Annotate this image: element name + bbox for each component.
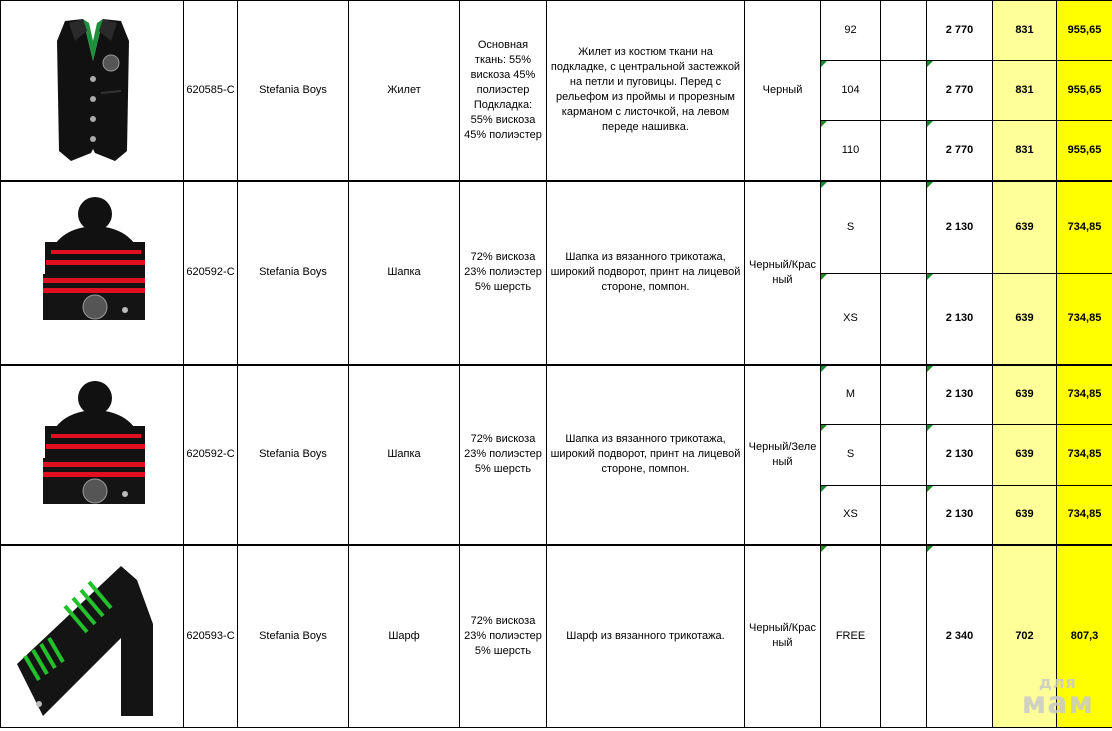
- final-price-cell: 734,85: [1057, 485, 1112, 544]
- table-row: [1, 545, 1112, 728]
- article-code: 620592-C: [184, 365, 238, 545]
- product-image-cell: [1, 545, 184, 728]
- product-name: Шарф: [349, 545, 460, 728]
- size-cell: [821, 425, 881, 485]
- discount-cell: 702: [993, 545, 1057, 728]
- article-code: 620593-C: [184, 545, 238, 728]
- product-image-cell: [1, 1, 184, 181]
- price-cell: [927, 273, 993, 365]
- price-value: 2 130: [945, 312, 974, 324]
- final-price-cell: 734,85: [1057, 181, 1112, 274]
- description: Шапка из вязанного трикотажа, широкий подворот, принт на лицевой стороне, помпон.: [547, 181, 745, 365]
- final-price-cell: 734,85: [1057, 425, 1112, 485]
- corner-marker: [927, 121, 933, 127]
- description: Жилет из костюм ткани на подкладке, с центральной застежкой на петли и пуговицы. Перед с рельефом из проймы и прорезным карманом с листочкой, на левом переде нашивка.: [547, 1, 745, 181]
- price-cell: [927, 61, 993, 121]
- description: Шапка из вязанного трикотажа, широкий подворот, принт на лицевой стороне, помпон.: [547, 365, 745, 545]
- price-cell: [927, 181, 993, 274]
- corner-marker: [927, 486, 933, 492]
- discount-cell: 639: [993, 485, 1057, 544]
- discount-cell: 831: [993, 61, 1057, 121]
- watermark-line-2: мам: [1021, 686, 1094, 721]
- table-row: [1, 181, 1112, 274]
- discount-cell: 831: [993, 121, 1057, 181]
- final-price-cell: 734,85: [1057, 273, 1112, 365]
- empty-cell: [881, 545, 927, 728]
- discount-cell: 639: [993, 181, 1057, 274]
- corner-marker: [927, 425, 933, 431]
- table-row: [1, 365, 1112, 425]
- empty-cell: [881, 181, 927, 274]
- price-value: 2 130: [945, 448, 974, 461]
- size-value: S: [846, 448, 855, 461]
- final-price-cell: 955,65: [1057, 61, 1112, 121]
- size-value: M: [845, 388, 856, 401]
- product-image-cell: [1, 365, 184, 545]
- final-price-cell: 955,65: [1057, 1, 1112, 61]
- corner-marker: [821, 366, 827, 372]
- size-cell: [821, 61, 881, 121]
- discount-cell: 639: [993, 425, 1057, 485]
- product-name: Жилет: [349, 1, 460, 181]
- brand: Stefania Boys: [238, 365, 349, 545]
- empty-cell: [881, 121, 927, 181]
- size-value: 92: [844, 24, 857, 36]
- beanie-image: [3, 182, 183, 364]
- watermark-logo: [1021, 672, 1094, 721]
- empty-cell: [881, 365, 927, 425]
- product-image-cell: [1, 181, 184, 365]
- empty-cell: [881, 61, 927, 121]
- material: 72% вискоза 23% полиэстер 5% шерсть: [460, 181, 547, 365]
- price-cell: [927, 1, 993, 61]
- price-cell: [927, 425, 993, 485]
- product-name: Шапка: [349, 181, 460, 365]
- price-cell: [927, 485, 993, 544]
- price-value: 2 130: [945, 388, 974, 401]
- final-price-cell: 734,85: [1057, 365, 1112, 425]
- corner-marker: [927, 182, 933, 188]
- empty-cell: [881, 1, 927, 61]
- scarf-image: [3, 546, 183, 726]
- color: Черный/Крас ный: [745, 181, 821, 365]
- material: 72% вискоза 23% полиэстер 5% шерсть: [460, 545, 547, 728]
- black-vest-image: [3, 1, 183, 179]
- corner-marker: [821, 121, 827, 127]
- table-row: [1, 1, 1112, 61]
- size-value: XS: [843, 508, 858, 521]
- price-cell: [927, 545, 993, 728]
- material: 72% вискоза 23% полиэстер 5% шерсть: [460, 365, 547, 545]
- corner-marker: [927, 274, 933, 280]
- product-name: Шапка: [349, 365, 460, 545]
- corner-marker: [821, 182, 827, 188]
- brand: Stefania Boys: [238, 545, 349, 728]
- discount-cell: 639: [993, 365, 1057, 425]
- size-value: XS: [843, 312, 858, 324]
- discount-cell: 639: [993, 273, 1057, 365]
- price-value: 2 770: [945, 84, 974, 96]
- price-cell: [927, 121, 993, 181]
- discount-cell: 831: [993, 1, 1057, 61]
- empty-cell: [881, 273, 927, 365]
- size-cell: [821, 485, 881, 544]
- size-value: FREE: [835, 629, 866, 642]
- color: Черный/Зеле ный: [745, 365, 821, 545]
- size-cell: [821, 1, 881, 61]
- corner-marker: [821, 425, 827, 431]
- color: Черный/Крас ный: [745, 545, 821, 728]
- size-value: 110: [841, 143, 860, 156]
- empty-cell: [881, 485, 927, 544]
- material: Основная ткань: 55% вискоза 45% полиэстер Подкладка: 55% вискоза 45% полиэстер: [460, 1, 547, 181]
- article-code: 620592-C: [184, 181, 238, 365]
- watermark-line-1: для: [1038, 672, 1077, 692]
- beanie-image: [3, 366, 183, 544]
- size-cell: [821, 545, 881, 728]
- brand: Stefania Boys: [238, 1, 349, 181]
- size-cell: [821, 181, 881, 274]
- size-cell: [821, 273, 881, 365]
- brand: Stefania Boys: [238, 181, 349, 365]
- price-value: 2 130: [945, 508, 974, 521]
- corner-marker: [927, 366, 933, 372]
- price-cell: [927, 365, 993, 425]
- price-value: 2 130: [945, 220, 974, 233]
- corner-marker: [927, 546, 933, 552]
- corner-marker: [821, 486, 827, 492]
- size-cell: [821, 365, 881, 425]
- article-code: 620585-C: [184, 1, 238, 181]
- final-price-cell: 955,65: [1057, 121, 1112, 181]
- size-value: S: [846, 220, 855, 233]
- price-value: 2 340: [945, 629, 974, 642]
- corner-marker: [927, 61, 933, 67]
- size-value: 104: [841, 84, 860, 96]
- empty-cell: [881, 425, 927, 485]
- color: Черный: [745, 1, 821, 181]
- size-cell: [821, 121, 881, 181]
- price-value: 2 770: [945, 143, 974, 156]
- corner-marker: [821, 546, 827, 552]
- description: Шарф из вязанного трикотажа.: [547, 545, 745, 728]
- price-value: 2 770: [945, 24, 974, 36]
- final-price-cell: 807,3: [1057, 545, 1112, 728]
- corner-marker: [821, 274, 827, 280]
- corner-marker: [821, 61, 827, 67]
